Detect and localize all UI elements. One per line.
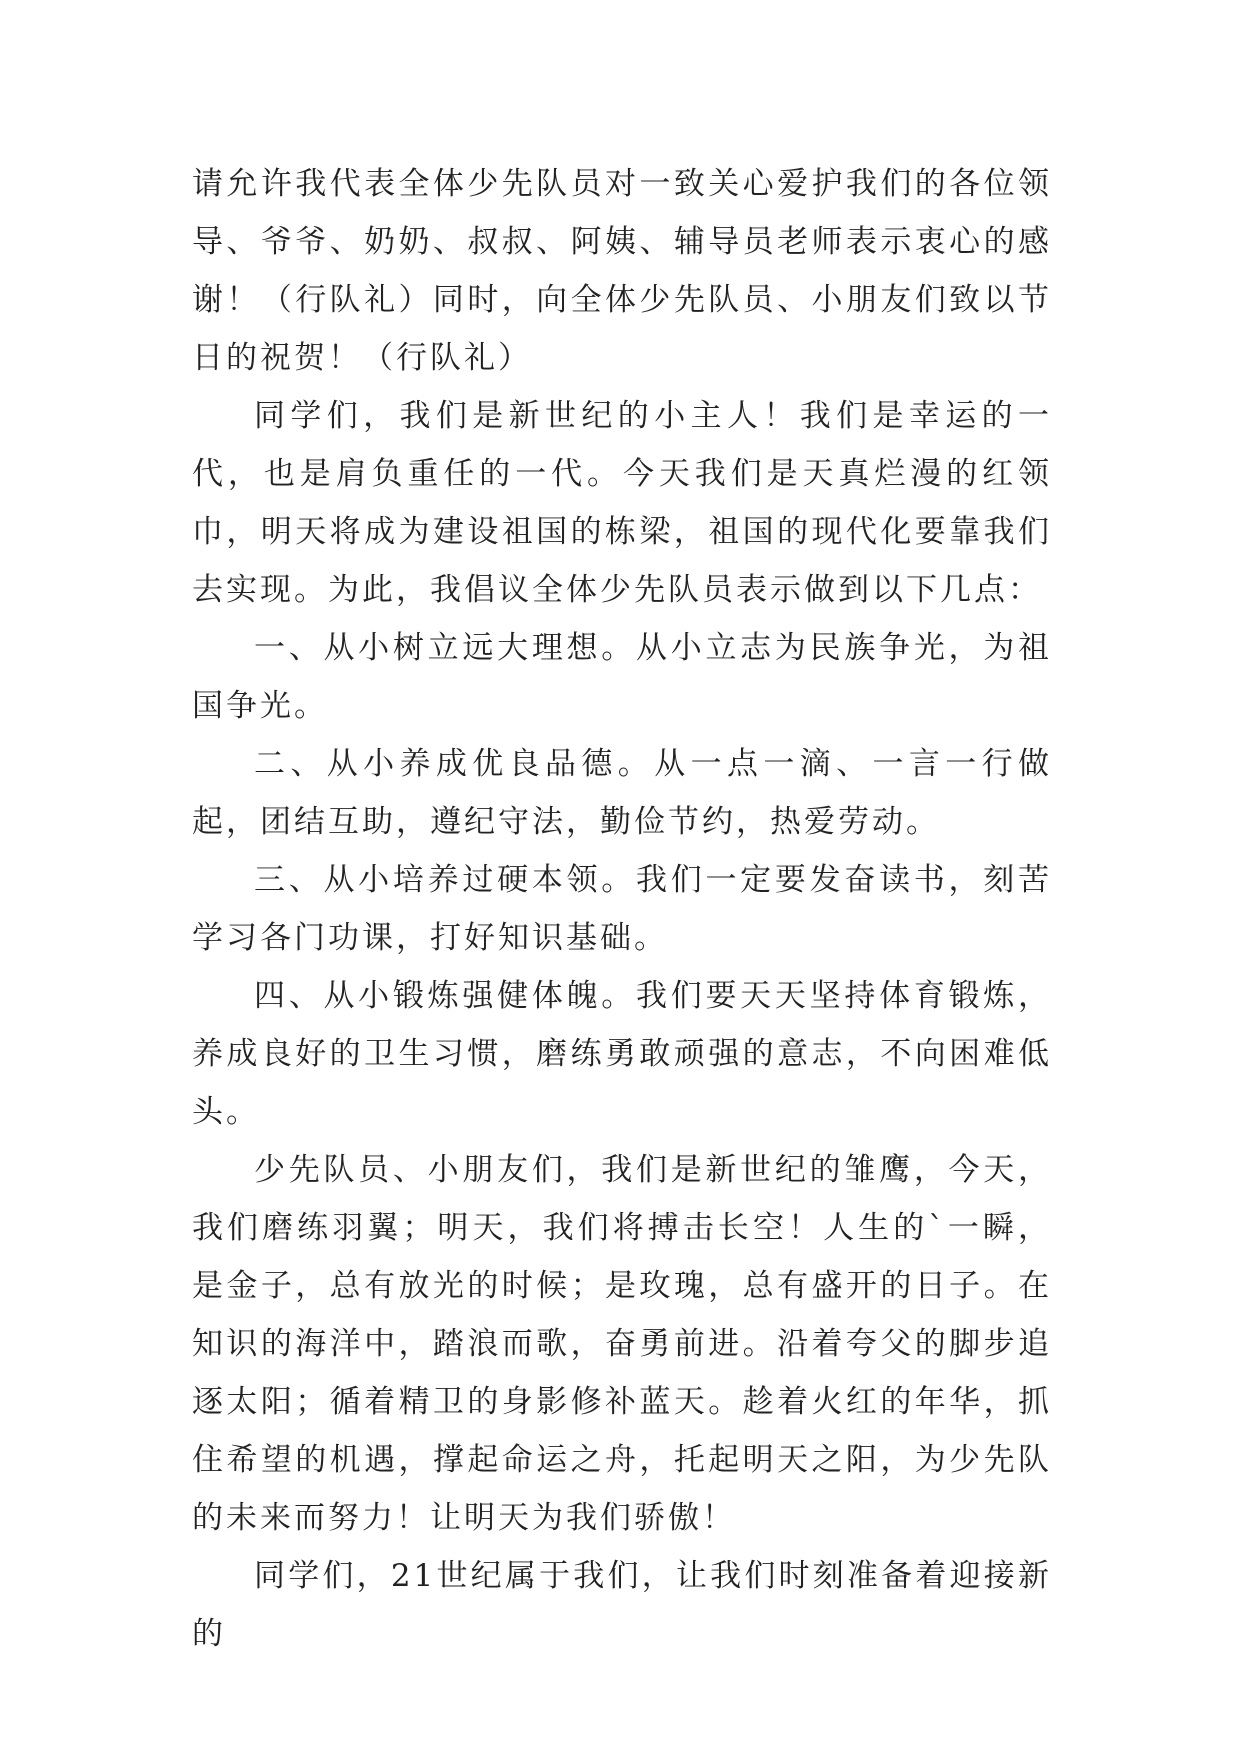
paragraph-point-one: 一、从小树立远大理想。从小立志为民族争光，为祖国争光。 xyxy=(192,630,1052,724)
paragraph-introduction: 同学们，我们是新世纪的小主人！我们是幸运的一代，也是肩负重任的一代。今天我们是天真烂漫的红领巾，明天将成为建设祖国的栋梁，祖国的现代化要靠我们去实现。为此，我倡议全体少先队员表示做到以下几点： xyxy=(192,398,1052,608)
document-body xyxy=(192,155,1052,1663)
paragraph-point-two: 二、从小养成优良品德。从一点一滴、一言一行做起，团结互助，遵纪守法，勤俭节约，热爱劳动。 xyxy=(192,746,1052,840)
paragraph-point-four: 四、从小锻炼强健体魄。我们要天天坚持体育锻炼，养成良好的卫生习惯，磨练勇敢顽强的意志，不向困难低头。 xyxy=(192,978,1052,1130)
paragraph-closing: 同学们，21世纪属于我们，让我们时刻准备着迎接新的 xyxy=(192,1558,1052,1652)
paragraph-encouragement: 少先队员、小朋友们，我们是新世纪的雏鹰，今天，我们磨练羽翼；明天，我们将搏击长空！人生的`一瞬，是金子，总有放光的时候；是玫瑰，总有盛开的日子。在知识的海洋中，踏浪而歌，奋勇前进。沿着夸父的脚步追逐太阳；循着精卫的身影修补蓝天。趁着火红的年华，抓住希望的机遇，撑起命运之舟，托起明天之阳，为少先队的未来而努力！让明天为我们骄傲！ xyxy=(192,1152,1052,1536)
paragraph-point-three: 三、从小培养过硬本领。我们一定要发奋读书，刻苦学习各门功课，打好知识基础。 xyxy=(192,862,1052,956)
paragraph-greeting: 请允许我代表全体少先队员对一致关心爱护我们的各位领导、爷爷、奶奶、叔叔、阿姨、辅导员老师表示衷心的感谢！（行队礼）同时，向全体少先队员、小朋友们致以节日的祝贺！（行队礼） xyxy=(192,166,1052,376)
